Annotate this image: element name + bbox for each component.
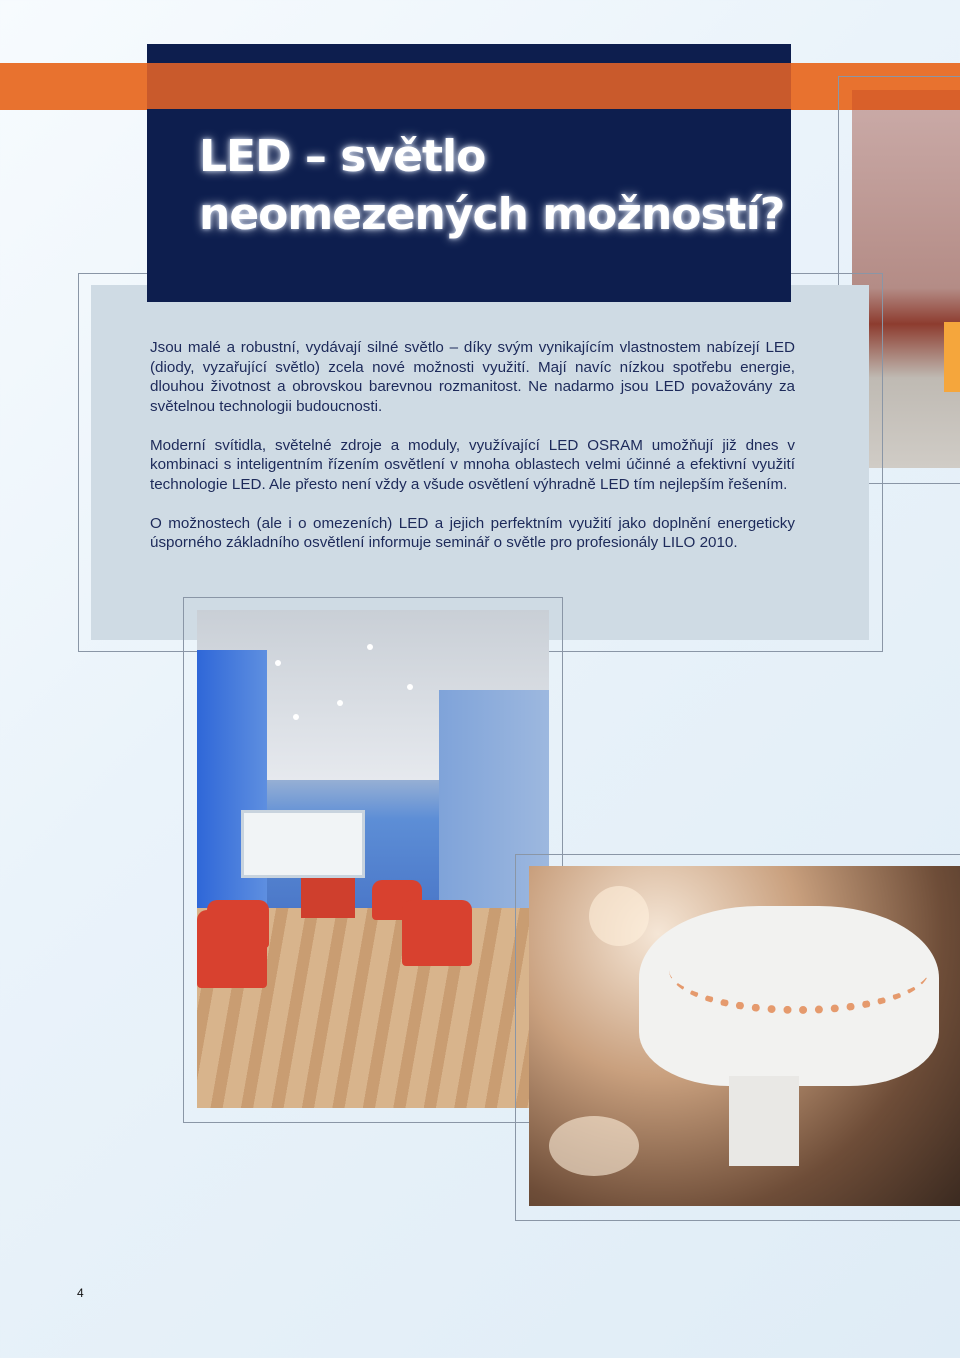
bokeh-light: [549, 1116, 639, 1176]
page-number: 4: [77, 1286, 84, 1300]
bokeh-light: [589, 886, 649, 946]
title-line-2: neomezených možností?: [199, 189, 785, 240]
jewelry-photo: [529, 866, 960, 1206]
ceiling-light: [367, 644, 373, 650]
red-armchair: [197, 910, 267, 988]
paragraph-2: Moderní svítidla, světelné zdroje a moduly, využívající LED OSRAM umožňují již dnes v kombinaci s inteligentním řízením osvětlení v mnoha oblastech velmi účinné a efektivní využití technologie LED. Ale přesto není vždy a všude osvětlení výhradně LED tím nejlepším řešením.: [150, 436, 795, 493]
title-line-1: LED – světlo: [199, 131, 486, 182]
ceiling-light: [407, 684, 413, 690]
ceiling-light: [293, 714, 299, 720]
red-desk: [301, 878, 355, 918]
paragraph-3: O možnostech (ale i o omezeních) LED a jejich perfektním využití jako doplnění energeticky úsporného základního osvětlení informuje seminář o světle pro profesionály LILO 2010.: [150, 514, 795, 551]
window: [241, 810, 365, 878]
article-body: [150, 338, 795, 572]
ceiling-light: [275, 660, 281, 666]
title-box: [147, 44, 791, 302]
orange-band-left: [0, 63, 148, 110]
office-room-photo: [197, 610, 549, 1108]
coral-necklace: [669, 926, 929, 1014]
title-stripe: [147, 63, 791, 109]
paragraph-1: Jsou malé a robustní, vydávají silné světlo – díky svým vynikajícím vlastnostem nabízejí LED (diody, vyzařující světlo) zcela nové možnosti využití. Mají navíc nízkou spotřebu energie, dlouhou životnost a obrovskou barevnou rozmanitost. Ne nadarmo jsou LED považovány za světelnou technologii budoucnosti.: [150, 339, 795, 415]
blue-wall-left: [197, 650, 267, 940]
display-stand: [729, 1076, 799, 1166]
red-armchair: [402, 900, 472, 966]
page-title: [199, 128, 784, 244]
ceiling-light: [337, 700, 343, 706]
orange-band-accent: [852, 90, 960, 110]
lamp-glow: [944, 322, 960, 392]
